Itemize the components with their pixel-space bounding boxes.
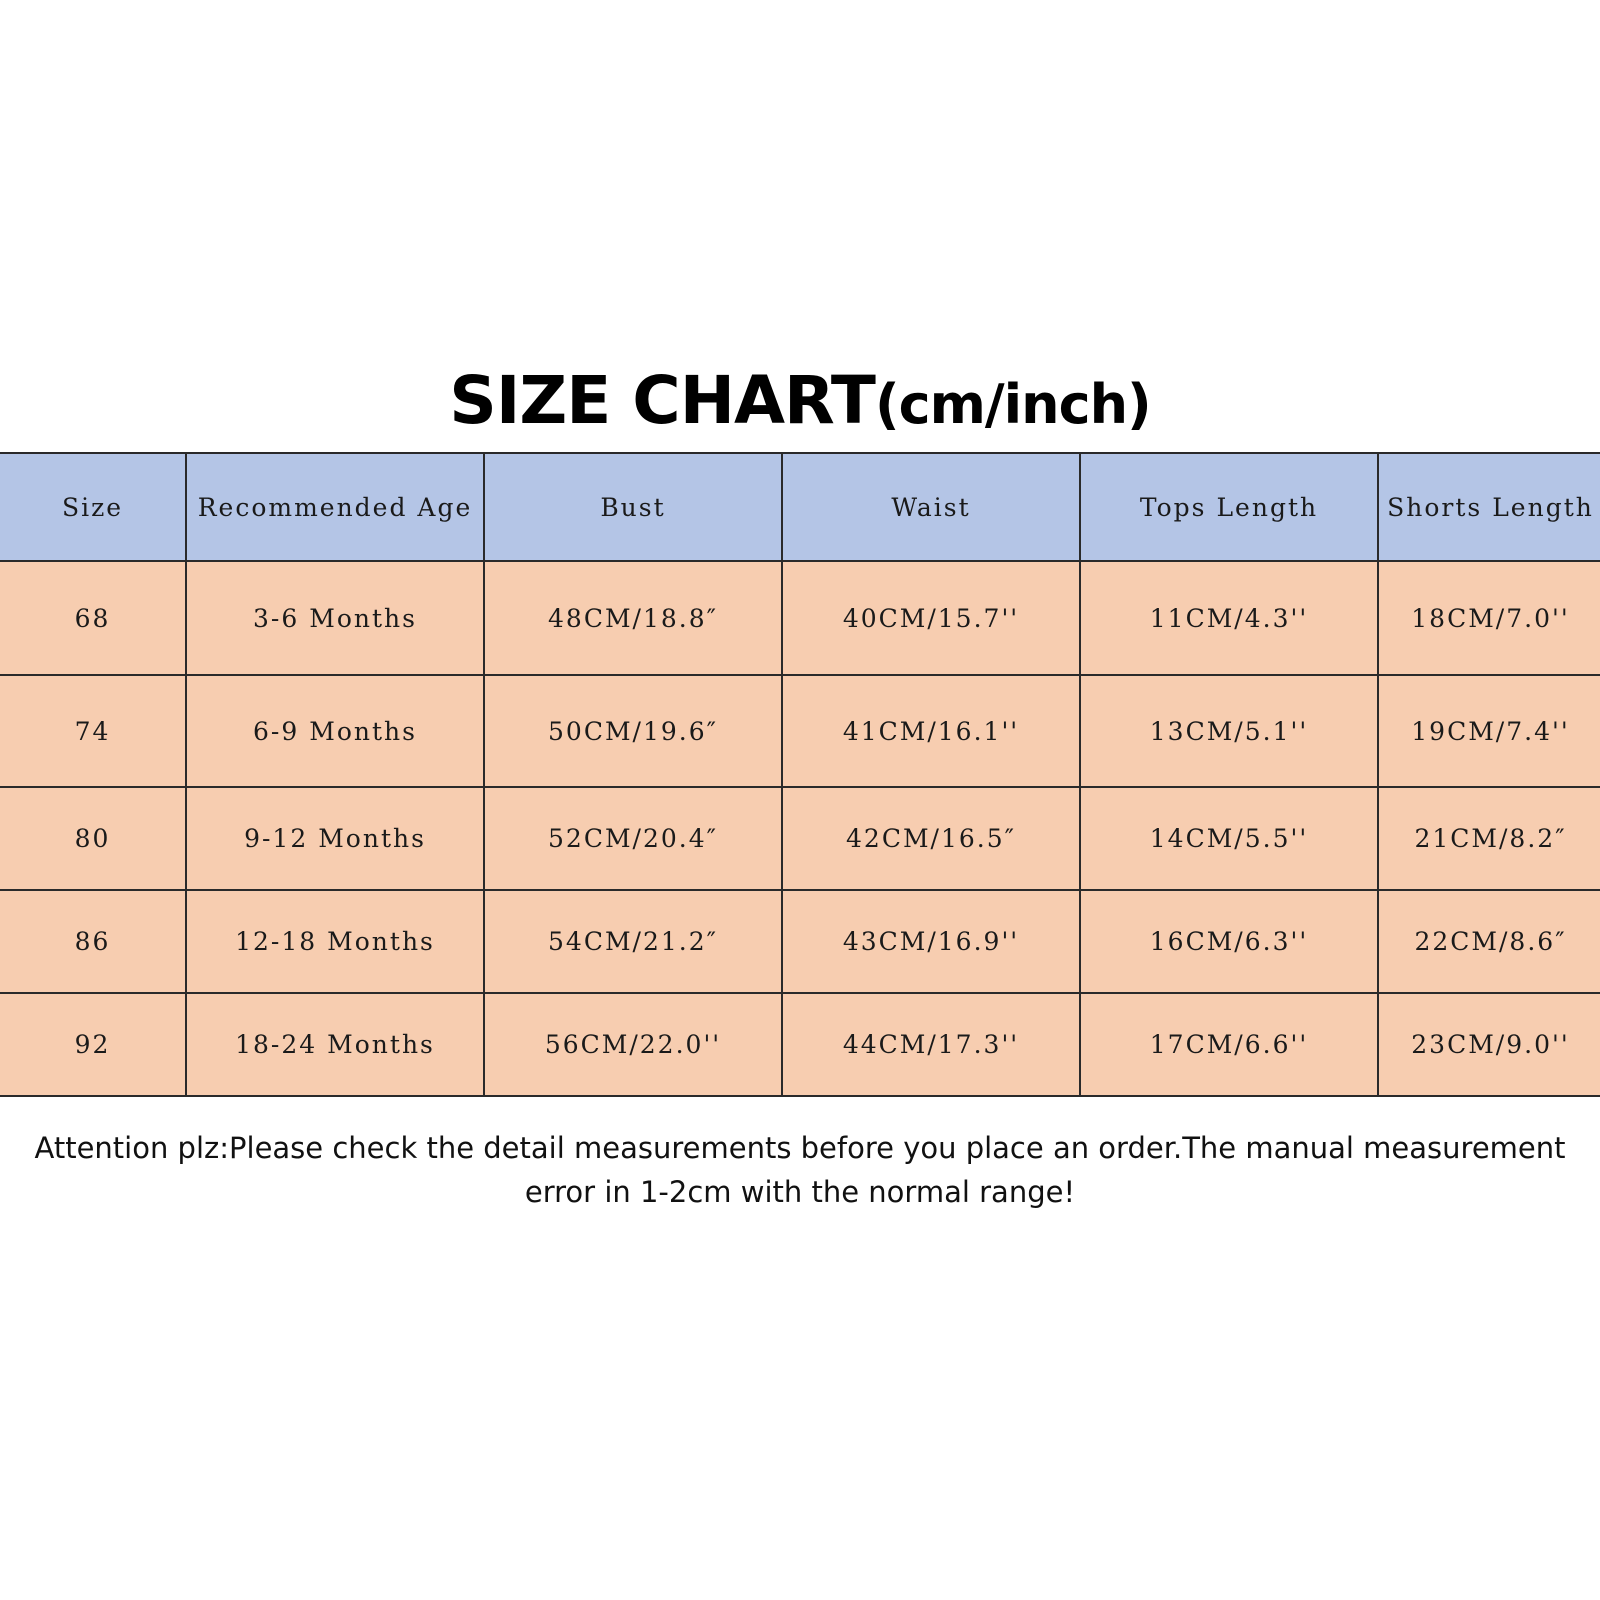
table-row: [0, 561, 1600, 675]
table-row: [0, 993, 1600, 1096]
cell-age: 9-12 Months: [186, 787, 484, 890]
cell-tops-length: 13CM/5.1'': [1080, 675, 1378, 787]
title-unit: (cm/inch): [874, 373, 1151, 436]
header-waist: Waist: [782, 453, 1080, 561]
attention-note: Attention plz:Please check the detail measurements before you place an order.The manual measurement error in 1-2cm with the normal range!: [34, 1131, 1566, 1209]
cell-size: 92: [0, 993, 186, 1096]
cell-waist: 40CM/15.7'': [782, 561, 1080, 675]
cell-size: 86: [0, 890, 186, 993]
cell-tops-length: 16CM/6.3'': [1080, 890, 1378, 993]
header-tops-length: Tops Length: [1080, 453, 1378, 561]
header-shorts-length: Shorts Length: [1378, 453, 1600, 561]
cell-tops-length: 14CM/5.5'': [1080, 787, 1378, 890]
table-header-row: [0, 453, 1600, 561]
cell-size: 80: [0, 787, 186, 890]
table-row: [0, 890, 1600, 993]
cell-age: 18-24 Months: [186, 993, 484, 1096]
header-size: Size: [0, 453, 186, 561]
cell-bust: 52CM/20.4″: [484, 787, 782, 890]
cell-bust: 56CM/22.0'': [484, 993, 782, 1096]
cell-waist: 42CM/16.5″: [782, 787, 1080, 890]
title-main: SIZE CHART: [449, 362, 875, 439]
cell-age: 12-18 Months: [186, 890, 484, 993]
header-bust: Bust: [484, 453, 782, 561]
header-recommended-age: Recommended Age: [186, 453, 484, 561]
cell-waist: 41CM/16.1'': [782, 675, 1080, 787]
cell-age: 3-6 Months: [186, 561, 484, 675]
cell-tops-length: 17CM/6.6'': [1080, 993, 1378, 1096]
cell-size: 74: [0, 675, 186, 787]
cell-shorts-length: 19CM/7.4'': [1378, 675, 1600, 787]
cell-age: 6-9 Months: [186, 675, 484, 787]
cell-shorts-length: 21CM/8.2″: [1378, 787, 1600, 890]
table-row: [0, 787, 1600, 890]
cell-waist: 43CM/16.9'': [782, 890, 1080, 993]
table-row: [0, 675, 1600, 787]
cell-tops-length: 11CM/4.3'': [1080, 561, 1378, 675]
cell-shorts-length: 18CM/7.0'': [1378, 561, 1600, 675]
cell-shorts-length: 23CM/9.0'': [1378, 993, 1600, 1096]
page-title: [0, 362, 1600, 439]
cell-size: 68: [0, 561, 186, 675]
cell-bust: 48CM/18.8″: [484, 561, 782, 675]
cell-waist: 44CM/17.3'': [782, 993, 1080, 1096]
size-chart-table: [0, 452, 1600, 1097]
cell-bust: 54CM/21.2″: [484, 890, 782, 993]
cell-bust: 50CM/19.6″: [484, 675, 782, 787]
cell-shorts-length: 22CM/8.6″: [1378, 890, 1600, 993]
